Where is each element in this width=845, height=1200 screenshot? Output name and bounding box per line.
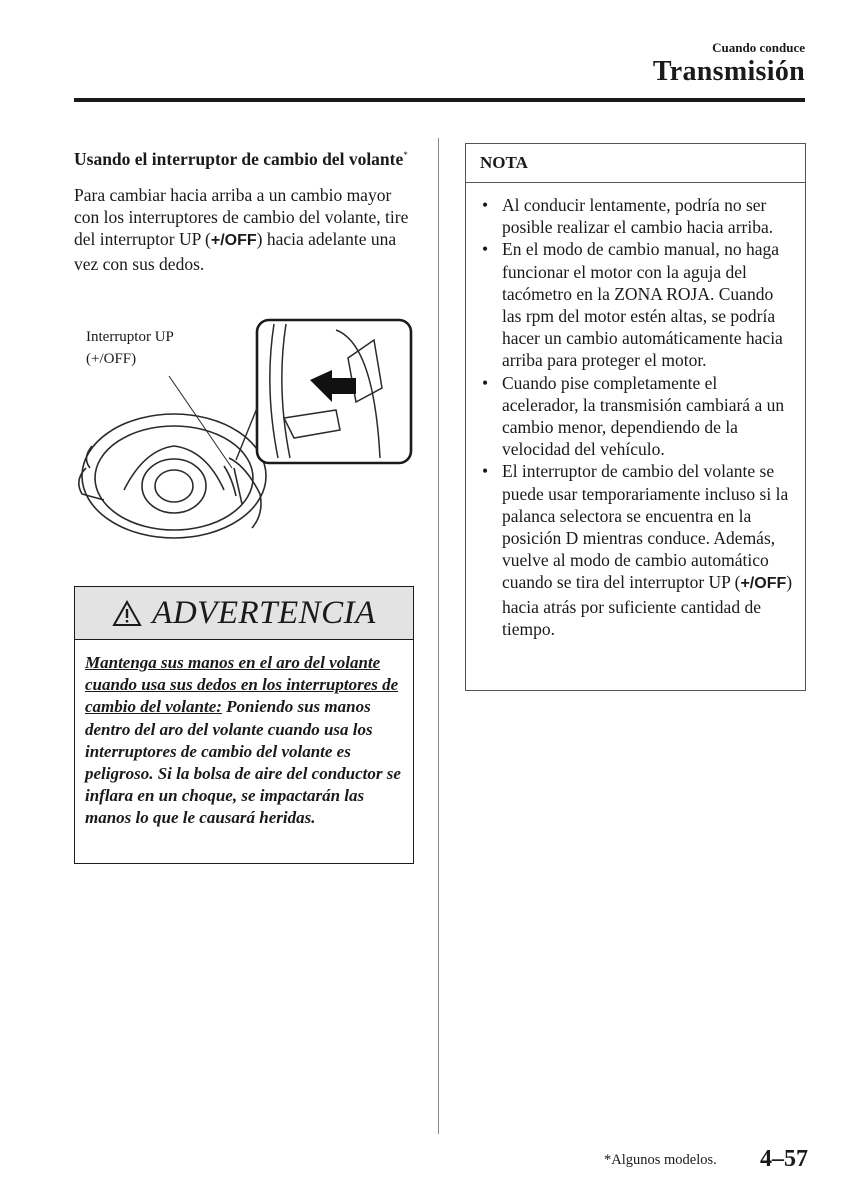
callout-line-2: (+/OFF) (86, 351, 137, 367)
footnote-mark: * (403, 150, 408, 160)
note-item (480, 238, 795, 371)
inset-connector-line (236, 408, 257, 460)
column-divider (438, 138, 439, 1134)
instruction-text-end: ) hacia adelante una vez con sus dedos. (74, 229, 397, 274)
warning-key-instruction: Mantenga sus manos en el aro del volante cuando usa sus dedos en los interruptores de cambio del volante: (85, 653, 399, 717)
note-list (466, 183, 805, 640)
instruction-text-start: Para cambiar hacia arriba a un cambio mayor con los interruptores de cambio del volante, tire del interruptor UP ( (74, 184, 409, 250)
note-item (480, 460, 795, 640)
note-item-text-end: ) hacia atrás por suficiente cantidad de tiempo. (502, 572, 793, 639)
note-item-text (502, 460, 795, 640)
note-item-text-start: El interruptor de cambio del volante se puede usar temporariamente incluso si la palanca selectora se encuentra en la posición D mientras conduce. Además, vuelve al modo de cambio automático cuando se tira del interruptor UP ( (502, 461, 789, 593)
note-item-text: En el modo de cambio manual, no haga funcionar el motor con la aguja del tacómetro en la ZONA ROJA. Cuando las rpm del motor estén altas, se podría hacer un cambio automáticamente hacia arriba para proteger el motor. (502, 239, 783, 371)
warning-header (75, 587, 413, 640)
footnote: *Algunos modelos. (604, 1152, 717, 1168)
subheading (74, 144, 414, 170)
chapter-title: Transmisión (652, 56, 805, 87)
note-item-text: Cuando pise completamente el acelerador, la transmisión cambiará a un cambio menor, dependiendo de la velocidad del vehículo. (502, 372, 785, 460)
steering-wheel (79, 414, 266, 538)
paddle-detail-inset (257, 320, 411, 463)
header-rule (74, 98, 805, 102)
warning-triangle-icon (112, 600, 142, 627)
warning-title: ADVERTENCIA (152, 594, 376, 631)
note-item (480, 372, 795, 461)
instruction-paragraph (74, 184, 414, 275)
note-box (465, 143, 806, 691)
warning-body (75, 640, 413, 830)
note-item (480, 194, 795, 238)
note-item-text: Al conducir lentamente, podría no ser posible realizar el cambio hacia arriba. (502, 195, 774, 238)
switch-symbol: +/OFF (210, 232, 257, 250)
callout-line-1: Interruptor UP (86, 329, 174, 345)
bullet: • (482, 372, 489, 393)
page-number: 4–57 (760, 1146, 808, 1172)
section-kicker: Cuando conduce (712, 40, 805, 55)
bullet: • (482, 461, 489, 482)
steering-wheel-illustration (74, 318, 416, 568)
callout-leader-line (169, 376, 232, 468)
switch-symbol: +/OFF (740, 575, 787, 593)
subheading-text: Usando el interruptor de cambio del volante (74, 148, 404, 169)
bullet: • (482, 195, 489, 215)
warning-box (74, 586, 414, 864)
note-header: NOTA (466, 144, 805, 183)
warning-explanation: Poniendo sus manos dentro del aro del volante cuando usa los interruptores de cambio del volante es peligroso. Si la bolsa de aire del conductor se inflara en un choque, se impactarán las manos lo que le causará heridas. (85, 697, 401, 828)
left-column (74, 144, 414, 275)
bullet: • (482, 239, 489, 260)
